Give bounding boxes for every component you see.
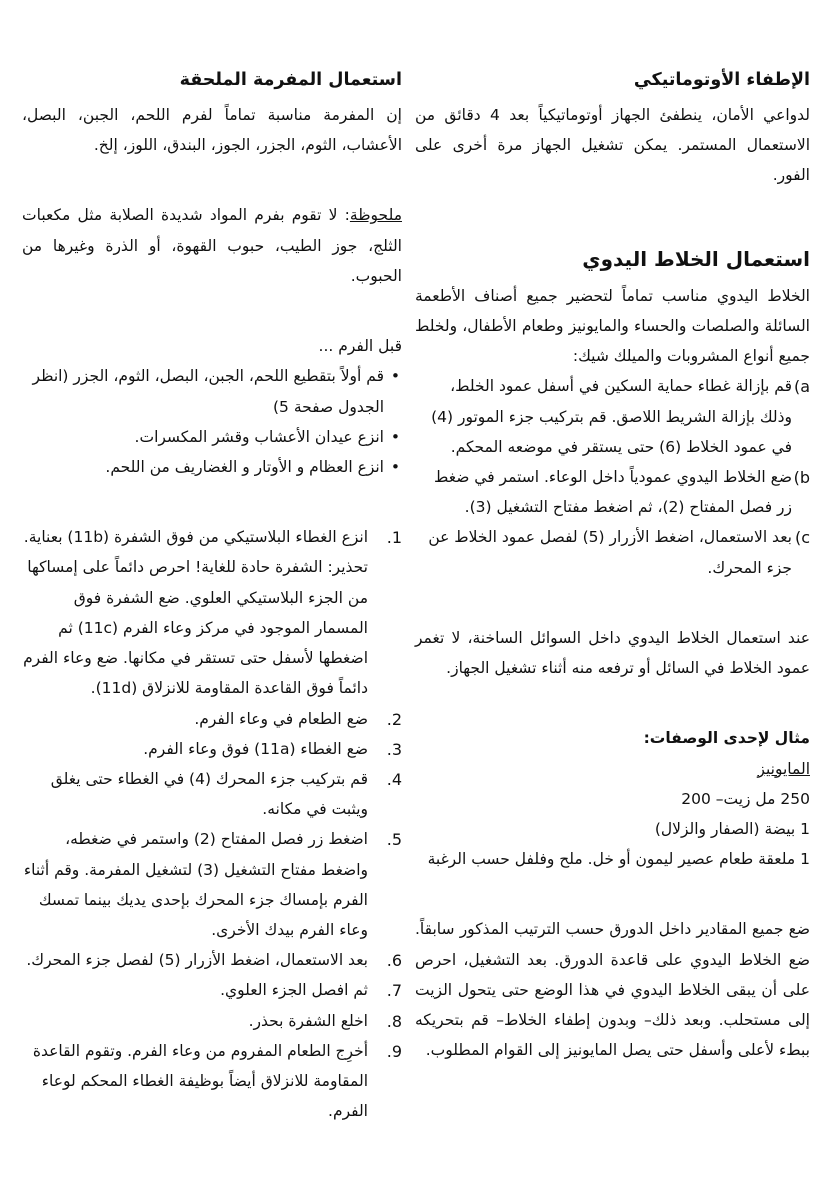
chopper-step — [22, 1036, 402, 1127]
left-column — [22, 66, 402, 1127]
step-letter: a) — [793, 377, 810, 397]
recipe-name: المايونيز — [757, 759, 810, 778]
chopper-step — [22, 704, 402, 734]
recipe-title: مثال لإحدى الوصفات: — [643, 729, 810, 748]
step-text: بعد الاستعمال، اضغط الأزرار (5) لفصل جزء المحرك. — [26, 951, 368, 970]
list-item: • قم أولاً بتقطيع اللحم، الجبن، البصل، الثوم، الجزر (انظر الجدول صفحة 5) — [22, 361, 402, 421]
hand-blender-step — [415, 462, 810, 522]
step-text: اضغط زر فصل المفتاح (2) واستمر في ضغطه، واضغط مفتاح التشغيل (3) لتشغيل المفرمة. وقم أثناء الفرم بإمساك جزء المحرك بإحدى يديك بينما تمسك وعاء الفرم بيدك الأخرى. — [23, 830, 368, 940]
note-text: : لا تقوم بفرم المواد شديدة الصلابة مثل مكعبات الثلج، جوز الطيب، حبوب القهوة، أو الذرة وغيرها من الحبوب. — [22, 206, 402, 285]
step-number: 3. — [386, 739, 402, 759]
step-text: ثم افصل الجزء العلوي. — [220, 981, 368, 1000]
ingredient-line: 1 بيضة (الصفار والزلال) — [654, 819, 810, 838]
hand-blender-step — [415, 371, 810, 462]
list-item: • انزع العظام و الأوتار و الغضاريف من اللحم. — [22, 452, 402, 482]
list-item: • انزع عيدان الأعشاب وقشر المكسرات. — [22, 422, 402, 452]
step-number: 6. — [386, 951, 402, 971]
step-letter: b) — [793, 467, 810, 487]
hand-blender-steps — [415, 371, 810, 583]
step-number: 8. — [386, 1011, 402, 1031]
chopper-steps — [22, 522, 402, 1126]
step-text: اخلع الشفرة بحذر. — [248, 1011, 368, 1030]
step-letter: c) — [794, 528, 810, 548]
hand-blender-intro: الخلاط اليدوي مناسب تماماً لتحضير جميع أصناف الأطعمة السائلة والصلصات والحساء والمايونيز وطعام الأطفال، ولخلط جميع أنواع المشروبات والميلك شيك: — [415, 286, 810, 366]
step-text: قم بتركيب جزء المحرك (4) في الغطاء حتى يغلق ويثبت في مكانه. — [50, 769, 368, 819]
chopper-intro: إن المفرمة مناسبة تماماً لفرم اللحم، الجبن، البصل، الأعشاب، الثوم، الجزر، الجوز، البندق، اللوز، إلخ. — [22, 106, 402, 155]
step-text: بعد الاستعمال، اضغط الأزرار (5) لفصل عمود الخلاط عن جزء المحرك. — [428, 528, 792, 577]
step-text: ضع الخلاط اليدوي عمودياً داخل الوعاء. استمر في ضغط زر فصل المفتاح (2)، ثم اضغط مفتاح التشغيل (3). — [434, 467, 792, 517]
chopper-step — [22, 1006, 402, 1036]
chopper-step — [22, 975, 402, 1005]
note-label: ملحوظة — [349, 206, 402, 225]
right-column — [415, 66, 810, 1065]
chopper-step — [22, 945, 402, 975]
step-number: 1. — [386, 528, 402, 548]
chopper-step — [22, 764, 402, 824]
chopper-title: استعمال المفرمة الملحقة — [179, 70, 402, 90]
hand-blender-title: استعمال الخلاط اليدوي — [582, 246, 810, 271]
chopper-step — [22, 824, 402, 945]
step-number: 7. — [386, 981, 402, 1001]
ingredient-line: 1 ملعقة طعام عصير ليمون أو خل. ملح وفلفل حسب الرغبة — [427, 850, 810, 869]
ingredient-line: 250 مل زيت– 200 — [681, 789, 810, 808]
step-text: انزع الغطاء البلاستيكي من فوق الشفرة (11b) بعناية. تحذير: الشفرة حادة للغاية! احرص دائماً على إمساكها من الجزء البلاستيكي العلوي. ضع الشفرة فوق المسمار الموجود في مركز وعاء الفرم (11c) ثم اضغطها لأسفل حتى تستقر في مكانها. ضع وعاء الفرم دائماً فوق القاعدة المقاومة للانزلاق (11d). — [23, 528, 368, 698]
step-number: 9. — [386, 1041, 402, 1061]
before-chopping-list — [22, 361, 402, 482]
step-number: 2. — [386, 709, 402, 729]
chopper-note — [22, 200, 402, 291]
auto-shutoff-text: لدواعي الأمان، ينطفئ الجهاز أوتوماتيكياً بعد 4 دقائق من الاستعمال المستمر. يمكن تشغيل الجهاز مرة أخرى على الفور. — [415, 106, 811, 185]
step-number: 5. — [386, 830, 402, 850]
chopper-step — [22, 522, 402, 703]
before-chopping-title: قبل الفرم ... — [318, 337, 402, 356]
step-text: قم بإزالة غطاء حماية السكين في أسفل عمود الخلط، وذلك بإزالة الشريط اللاصق. قم بتركيب جزء الموتور (4) في عمود الخلاط (6) حتى يستقر في موضعه المحكم. — [431, 377, 792, 456]
chopper-step — [22, 734, 402, 764]
step-text: أخرِج الطعام المفروم من وعاء الفرم. وتقوم القاعدة المقاومة للانزلاق أيضاً بوظيفة الغطاء المحكم لوعاء الفرم. — [32, 1041, 368, 1121]
auto-shutoff-title: الإطفاء الأوتوماتيكي — [633, 70, 810, 90]
step-number: 4. — [386, 769, 402, 789]
step-text: ضع الطعام في وعاء الفرم. — [194, 709, 368, 728]
hand-blender-step — [415, 522, 810, 582]
hand-blender-warning: عند استعمال الخلاط اليدوي داخل السوائل الساخنة، لا تغمر عمود الخلاط في السائل أو ترفعه منه أثناء تشغيل الجهاز. — [415, 628, 810, 678]
recipe-method: ضع جميع المقادير داخل الدورق حسب الترتيب المذكور سابقاً. ضع الخلاط اليدوي على قاعدة الدورق. بعد التشغيل، احرص على أن يبقى الخلاط اليدوي في هذا الوضع حتى يتحول الزيت إلى مستحلب. وبعد ذلك– وبدون إطفاء الخلاط– قم بتحريكه ببطء لأعلى وأسفل حتى يصل المايونيز إلى القوام المطلوب. — [415, 920, 810, 1060]
step-text: ضع الغطاء (11a) فوق وعاء الفرم. — [143, 739, 368, 758]
